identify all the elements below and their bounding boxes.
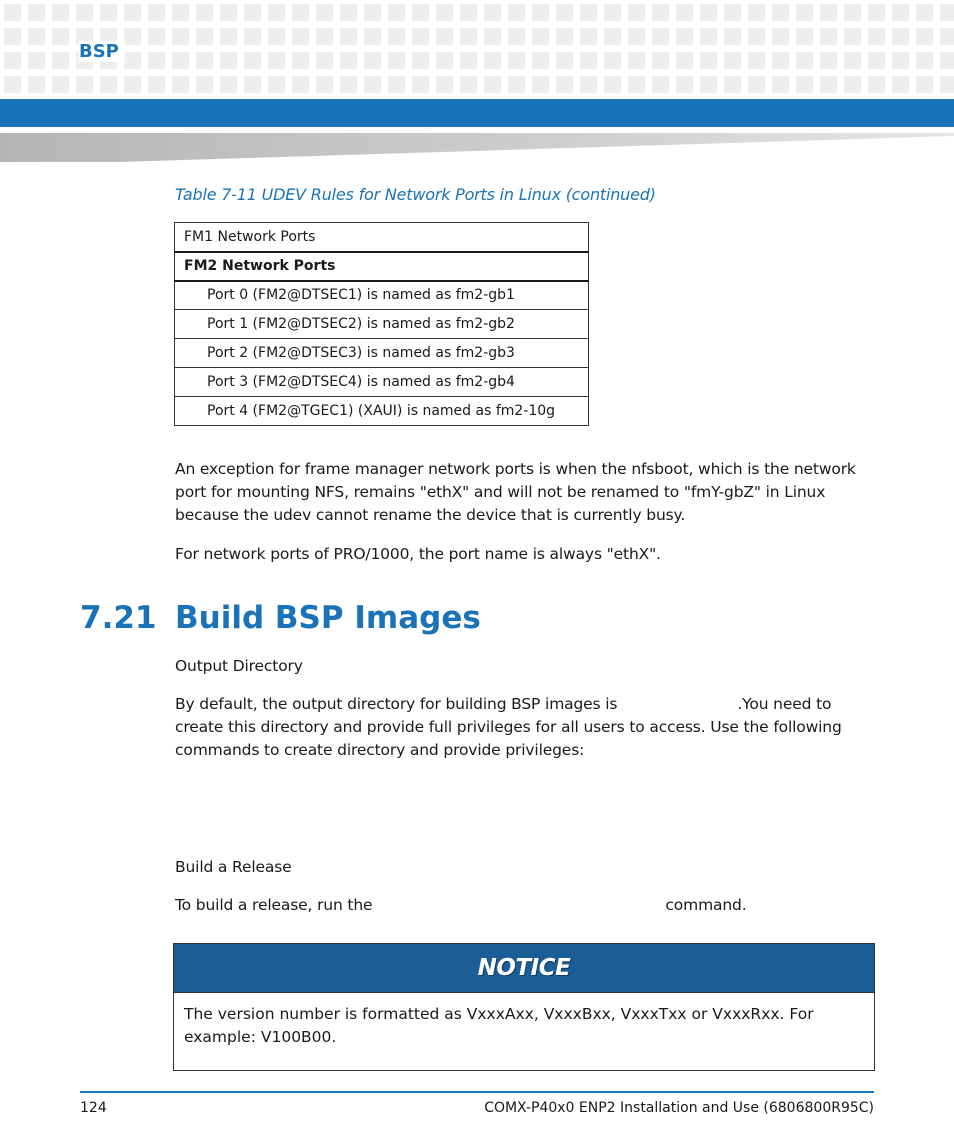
table-row bbox=[175, 397, 589, 426]
notice-text: The version number is formatted as VxxxAxx, VxxxBxx, VxxxTxx or VxxxRxx. For example: V100B00. bbox=[184, 1005, 814, 1046]
header-grey-wedge bbox=[0, 130, 954, 164]
table-row bbox=[175, 339, 589, 368]
pro1000-paragraph: For network ports of PRO/1000, the port name is always "ethX". bbox=[175, 545, 661, 563]
output-directory-heading: Output Directory bbox=[175, 657, 303, 675]
table-row bbox=[175, 281, 589, 310]
build-release-heading: Build a Release bbox=[175, 858, 292, 876]
output-directory-text-a: By default, the output directory for building BSP images is bbox=[175, 695, 618, 713]
table-cell: Port 4 (FM2@TGEC1) (XAUI) is named as fm2-10g bbox=[175, 397, 589, 426]
table-cell: Port 2 (FM2@DTSEC3) is named as fm2-gb3 bbox=[175, 339, 589, 368]
table-row bbox=[175, 223, 589, 252]
output-directory-text-b: .You need to create this directory and provide full privileges for all users to access. Use the following commands to create directory and provide privileges: bbox=[175, 695, 842, 759]
build-release-paragraph bbox=[175, 894, 875, 917]
footer-document-title: COMX-P40x0 ENP2 Installation and Use (6806800R95C) bbox=[484, 1100, 874, 1116]
section-number: 7.21 bbox=[80, 600, 157, 636]
exception-paragraph: An exception for frame manager network ports is when the nfsboot, which is the network port for mounting NFS, remains "ethX" and will not be renamed to "fmY-gbZ" in Linux because the udev cannot rename the device that is currently busy. bbox=[175, 460, 856, 524]
network-ports-table bbox=[174, 222, 589, 426]
build-release-text-b: command. bbox=[665, 896, 747, 914]
footer-page-number: 124 bbox=[80, 1100, 107, 1116]
build-release-text-a: To build a release, run the bbox=[175, 896, 373, 914]
table-cell: FM2 Network Ports bbox=[175, 252, 589, 281]
table-cell: Port 3 (FM2@DTSEC4) is named as fm2-gb4 bbox=[175, 368, 589, 397]
output-directory-paragraph bbox=[175, 693, 875, 762]
table-caption: Table 7-11 UDEV Rules for Network Ports in Linux (continued) bbox=[175, 185, 656, 204]
table-row bbox=[175, 252, 589, 281]
footer-rule bbox=[80, 1091, 874, 1093]
table-cell: Port 1 (FM2@DTSEC2) is named as fm2-gb2 bbox=[175, 310, 589, 339]
notice-box bbox=[173, 943, 875, 1071]
table-cell: FM1 Network Ports bbox=[175, 223, 589, 252]
notice-header bbox=[174, 944, 874, 993]
header-blue-bar bbox=[0, 99, 954, 127]
table-row bbox=[175, 368, 589, 397]
header-section-label: BSP bbox=[79, 41, 125, 62]
section-title: Build BSP Images bbox=[175, 600, 481, 636]
table-row bbox=[175, 310, 589, 339]
table-cell: Port 0 (FM2@DTSEC1) is named as fm2-gb1 bbox=[175, 281, 589, 310]
header-pattern bbox=[0, 0, 954, 96]
notice-title: NOTICE bbox=[477, 955, 571, 981]
